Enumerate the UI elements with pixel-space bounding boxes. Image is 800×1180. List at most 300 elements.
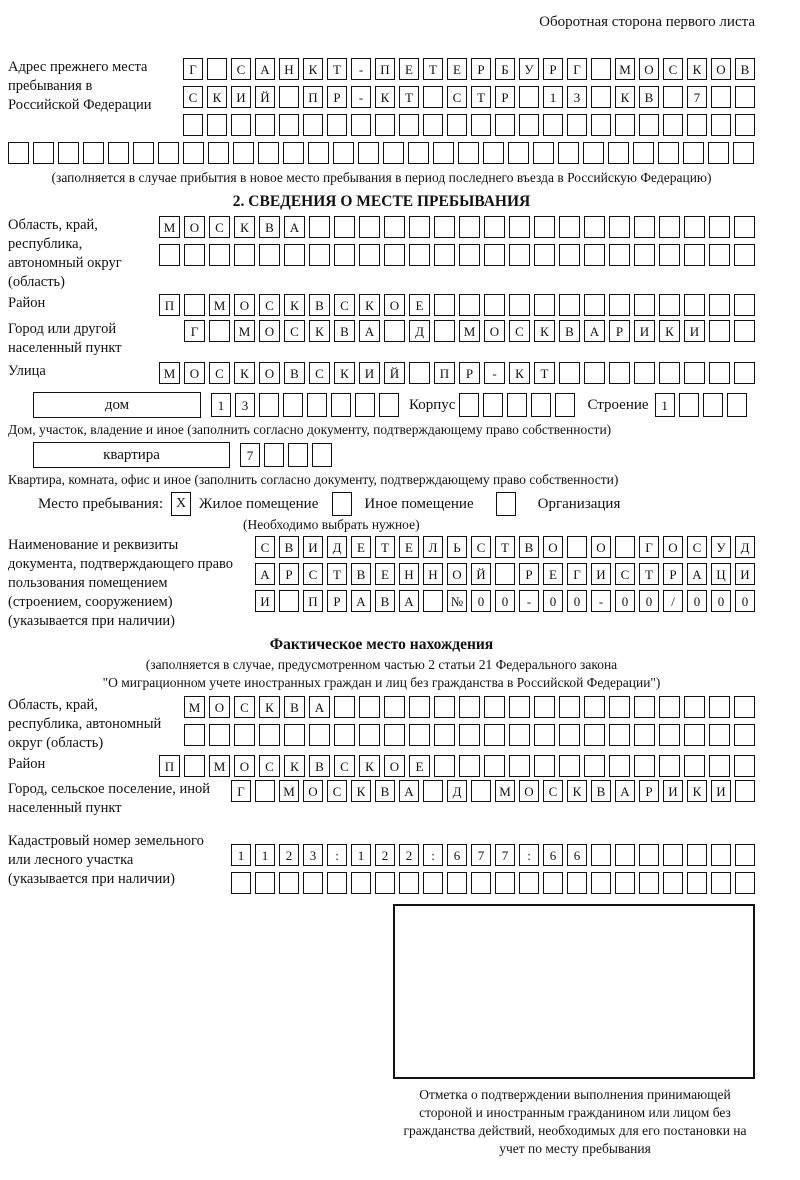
grid-cell [384, 244, 405, 266]
grid-cell: Р [543, 58, 563, 80]
grid-cell: В [279, 536, 299, 558]
grid-cell [279, 590, 299, 612]
grid-cell: М [279, 780, 299, 802]
grid-cell: К [334, 362, 355, 384]
grid-cell [359, 724, 380, 746]
grid-cell: 7 [495, 844, 515, 866]
grid-cell [583, 142, 604, 164]
grid-cell [495, 872, 515, 894]
grid-cell [8, 142, 29, 164]
grid-cell [484, 294, 505, 316]
grid-cell: А [359, 320, 380, 342]
grid-cell [591, 844, 611, 866]
grid-cell [659, 724, 680, 746]
grid-cell: : [423, 844, 443, 866]
grid-cell [234, 724, 255, 746]
grid-cell [663, 872, 683, 894]
document-block [8, 536, 755, 631]
grid-cell [133, 142, 154, 164]
grid-cell: Р [327, 86, 347, 108]
grid-cell: Р [609, 320, 630, 342]
grid-cell [423, 590, 443, 612]
grid-cell [279, 86, 299, 108]
grid-cell [434, 755, 455, 777]
grid-cell [735, 872, 755, 894]
grid-cell: : [327, 844, 347, 866]
grid-cell: М [209, 294, 230, 316]
district-label: Район [8, 295, 46, 311]
grid-cell: 0 [711, 590, 731, 612]
grid-cell: 7 [687, 86, 707, 108]
grid-cell [303, 114, 323, 136]
grid-cell: В [591, 780, 611, 802]
grid-cell [615, 536, 635, 558]
korpus-label: Корпус [409, 397, 456, 413]
grid-cell [284, 724, 305, 746]
grid-cell: - [519, 590, 539, 612]
grid-cell: Н [423, 563, 443, 585]
grid-cell [634, 362, 655, 384]
grid-cell [184, 724, 205, 746]
grid-cell: И [255, 590, 275, 612]
grid-cell: К [284, 294, 305, 316]
grid-cell: 3 [235, 393, 255, 417]
grid-cell: С [615, 563, 635, 585]
grid-cell [659, 696, 680, 718]
grid-cell [334, 216, 355, 238]
grid-cell: О [259, 362, 280, 384]
prev-address-row-4 [8, 142, 755, 164]
grid-cell: С [234, 696, 255, 718]
grid-cell: К [534, 320, 555, 342]
grid-cell: - [351, 86, 371, 108]
grid-cell [687, 844, 707, 866]
grid-cell: - [484, 362, 505, 384]
grid-cell: В [309, 294, 330, 316]
grid-cell: 0 [567, 590, 587, 612]
grid-cell: Д [735, 536, 755, 558]
stay-type-checkbox-organization [496, 492, 516, 516]
grid-cell: М [615, 58, 635, 80]
grid-cell [559, 294, 580, 316]
grid-cell [495, 114, 515, 136]
grid-cell [559, 696, 580, 718]
grid-cell: В [284, 362, 305, 384]
grid-cell [83, 142, 104, 164]
grid-cell: П [375, 58, 395, 80]
grid-cell [327, 872, 347, 894]
grid-cell [709, 294, 730, 316]
grid-cell [209, 320, 230, 342]
grid-cell [663, 114, 683, 136]
actual-city-block [8, 780, 755, 818]
grid-cell: О [234, 294, 255, 316]
grid-cell [279, 872, 299, 894]
grid-cell [255, 114, 275, 136]
grid-cell [334, 696, 355, 718]
grid-cell: Е [375, 563, 395, 585]
grid-cell: С [259, 755, 280, 777]
grid-cell [259, 393, 279, 417]
grid-cell [355, 393, 375, 417]
grid-cell [399, 114, 419, 136]
grid-cell: В [284, 696, 305, 718]
grid-cell [423, 872, 443, 894]
actual-district-block [8, 755, 755, 777]
grid-cell: № [447, 590, 467, 612]
grid-cell [484, 244, 505, 266]
house-box: дом [33, 392, 201, 418]
grid-cell [709, 724, 730, 746]
grid-cell [409, 362, 430, 384]
grid-cell [609, 696, 630, 718]
grid-cell: С [309, 362, 330, 384]
grid-cell [471, 780, 491, 802]
grid-cell [459, 244, 480, 266]
grid-cell [634, 755, 655, 777]
grid-cell [634, 216, 655, 238]
grid-cell [434, 216, 455, 238]
grid-cell [434, 320, 455, 342]
corner-note: Оборотная сторона первого листа [539, 14, 755, 30]
grid-cell: К [234, 362, 255, 384]
grid-cell: 6 [543, 844, 563, 866]
cadastral-row-1 [231, 844, 755, 866]
document-row-3 [255, 590, 755, 612]
grid-cell [259, 724, 280, 746]
grid-cell [434, 696, 455, 718]
grid-cell [711, 86, 731, 108]
grid-cell: О [384, 755, 405, 777]
city-label: Город или другой населенный пункт [8, 321, 122, 356]
grid-cell: С [284, 320, 305, 342]
grid-cell: В [375, 590, 395, 612]
prev-address-row-1 [183, 58, 755, 80]
grid-cell [459, 216, 480, 238]
grid-cell: А [255, 563, 275, 585]
grid-cell [559, 216, 580, 238]
grid-cell [639, 114, 659, 136]
grid-cell: Й [384, 362, 405, 384]
grid-cell [379, 393, 399, 417]
grid-cell [423, 86, 443, 108]
grid-cell: Р [519, 563, 539, 585]
grid-cell: Г [183, 58, 203, 80]
confirmation-box [393, 904, 755, 1079]
grid-cell: П [303, 86, 323, 108]
grid-cell [264, 443, 284, 467]
grid-cell [609, 244, 630, 266]
grid-cell: О [447, 563, 467, 585]
grid-cell [359, 216, 380, 238]
grid-cell [423, 780, 443, 802]
grid-cell [534, 724, 555, 746]
grid-cell [458, 142, 479, 164]
grid-cell: 7 [240, 443, 260, 467]
grid-cell: Б [495, 58, 515, 80]
grid-cell [658, 142, 679, 164]
grid-cell [609, 724, 630, 746]
grid-cell [687, 872, 707, 894]
grid-cell: О [184, 362, 205, 384]
grid-cell [375, 872, 395, 894]
grid-cell [33, 142, 54, 164]
grid-cell: А [399, 780, 419, 802]
grid-cell [231, 114, 251, 136]
grid-cell: В [639, 86, 659, 108]
grid-cell: Г [567, 58, 587, 80]
grid-cell [679, 393, 699, 417]
grid-cell: А [584, 320, 605, 342]
stay-type-note: (Необходимо выбрать нужное) [243, 517, 420, 532]
stay-type-option-residential: Жилое помещение [199, 495, 319, 512]
grid-cell [351, 872, 371, 894]
grid-cell [734, 294, 755, 316]
grid-cell: Н [399, 563, 419, 585]
grid-cell: В [309, 755, 330, 777]
grid-cell [279, 114, 299, 136]
grid-cell [283, 393, 303, 417]
grid-cell: Л [423, 536, 443, 558]
grid-cell: И [711, 780, 731, 802]
grid-cell [684, 724, 705, 746]
grid-cell: И [591, 563, 611, 585]
grid-cell: О [543, 536, 563, 558]
grid-cell [684, 755, 705, 777]
prev-address-note: (заполняется в случае прибытия в новое место пребывания в период последнего въезда в Российскую Федерацию) [51, 170, 712, 185]
grid-cell [609, 294, 630, 316]
grid-cell [735, 114, 755, 136]
grid-cell: 7 [471, 844, 491, 866]
grid-cell [509, 755, 530, 777]
grid-cell: О [234, 755, 255, 777]
grid-cell: И [231, 86, 251, 108]
region-block [8, 216, 755, 292]
grid-cell: Ь [447, 536, 467, 558]
grid-cell [727, 393, 747, 417]
grid-cell [359, 244, 380, 266]
grid-cell: 0 [735, 590, 755, 612]
grid-cell: 1 [351, 844, 371, 866]
grid-cell [484, 755, 505, 777]
region-row-2 [159, 244, 755, 266]
grid-cell [509, 294, 530, 316]
grid-cell [209, 724, 230, 746]
grid-cell [684, 244, 705, 266]
grid-cell: Й [255, 86, 275, 108]
grid-cell: Т [471, 86, 491, 108]
grid-cell [159, 244, 180, 266]
grid-cell [734, 696, 755, 718]
grid-cell: Е [409, 294, 430, 316]
grid-cell: 0 [687, 590, 707, 612]
grid-cell [734, 320, 755, 342]
grid-cell: Р [459, 362, 480, 384]
grid-cell: 2 [279, 844, 299, 866]
grid-cell [559, 244, 580, 266]
grid-cell: А [255, 58, 275, 80]
grid-cell [309, 244, 330, 266]
grid-cell: И [634, 320, 655, 342]
street-row [159, 362, 755, 384]
grid-cell [534, 244, 555, 266]
actual-region-block [8, 696, 755, 753]
grid-cell [609, 216, 630, 238]
grid-cell [684, 696, 705, 718]
grid-cell: О [184, 216, 205, 238]
grid-cell: К [659, 320, 680, 342]
grid-cell: Е [543, 563, 563, 585]
grid-cell [384, 320, 405, 342]
grid-cell: Й [471, 563, 491, 585]
stay-type-option-organization: Организация [537, 495, 621, 512]
grid-cell: С [327, 780, 347, 802]
grid-cell [634, 724, 655, 746]
actual-city-label: Город, сельское поселение, иной населенный пункт [8, 781, 211, 816]
grid-cell: Р [471, 58, 491, 80]
grid-cell [484, 696, 505, 718]
grid-cell: Г [639, 536, 659, 558]
grid-cell [184, 294, 205, 316]
grid-cell: У [711, 536, 731, 558]
grid-cell: П [434, 362, 455, 384]
grid-cell [559, 362, 580, 384]
grid-cell: В [334, 320, 355, 342]
grid-cell [471, 114, 491, 136]
grid-cell [567, 114, 587, 136]
grid-cell: Е [447, 58, 467, 80]
grid-cell [735, 86, 755, 108]
grid-cell: И [303, 536, 323, 558]
grid-cell [735, 780, 755, 802]
grid-cell: 1 [543, 86, 563, 108]
document-label: Наименование и реквизиты документа, подтверждающего право пользования помещением (строением, сооружением) (указывается при наличии) [8, 537, 234, 629]
grid-cell [375, 114, 395, 136]
grid-cell: В [559, 320, 580, 342]
grid-cell: К [351, 780, 371, 802]
grid-cell [615, 872, 635, 894]
grid-cell [434, 724, 455, 746]
grid-cell: Т [399, 86, 419, 108]
grid-cell [709, 320, 730, 342]
grid-cell [433, 142, 454, 164]
grid-cell [207, 58, 227, 80]
grid-cell [543, 872, 563, 894]
grid-cell [659, 362, 680, 384]
grid-cell [519, 86, 539, 108]
grid-cell [183, 142, 204, 164]
actual-city-row [231, 780, 755, 802]
stroenie-label: Строение [587, 397, 649, 413]
grid-cell: И [359, 362, 380, 384]
house-row [33, 392, 755, 418]
grid-cell [735, 844, 755, 866]
grid-cell [495, 563, 515, 585]
grid-cell: 0 [615, 590, 635, 612]
actual-region-row-1 [184, 696, 755, 718]
grid-cell: Т [639, 563, 659, 585]
grid-cell: С [209, 362, 230, 384]
grid-cell: Т [495, 536, 515, 558]
grid-cell: С [509, 320, 530, 342]
grid-cell [639, 872, 659, 894]
grid-cell [459, 393, 479, 417]
grid-cell: С [334, 755, 355, 777]
grid-cell [288, 443, 308, 467]
actual-location-title: Фактическое место нахождения [269, 636, 494, 653]
grid-cell: М [234, 320, 255, 342]
grid-cell: С [231, 58, 251, 80]
grid-cell: 1 [255, 844, 275, 866]
grid-cell [231, 872, 251, 894]
grid-cell [555, 393, 575, 417]
grid-cell: Р [495, 86, 515, 108]
region-grids [159, 216, 755, 266]
grid-cell: К [687, 780, 707, 802]
grid-cell: О [303, 780, 323, 802]
grid-cell [334, 244, 355, 266]
grid-cell [534, 216, 555, 238]
grid-cell [258, 142, 279, 164]
prev-address-grids [183, 58, 755, 136]
grid-cell [533, 142, 554, 164]
actual-location-note-2: "О миграционном учете иностранных граждан и лиц без гражданства в Российской Федерации") [102, 675, 661, 690]
grid-cell: С [687, 536, 707, 558]
street-label: Улица [8, 363, 46, 379]
grid-cell [531, 393, 551, 417]
grid-cell [615, 114, 635, 136]
grid-cell: О [484, 320, 505, 342]
grid-cell [734, 724, 755, 746]
grid-cell: 3 [303, 844, 323, 866]
grid-cell [303, 872, 323, 894]
grid-cell [308, 142, 329, 164]
grid-cell [158, 142, 179, 164]
grid-cell [309, 216, 330, 238]
actual-region-row-2 [184, 724, 755, 746]
region-label: Область, край, республика, автономный округ (область) [8, 217, 122, 290]
stroenie-cells [655, 393, 747, 417]
grid-cell: Е [399, 536, 419, 558]
grid-cell: В [735, 58, 755, 80]
grid-cell [331, 393, 351, 417]
document-row-1 [255, 536, 755, 558]
grid-cell: С [543, 780, 563, 802]
grid-cell [358, 142, 379, 164]
grid-cell [633, 142, 654, 164]
grid-cell: О [519, 780, 539, 802]
grid-cell [283, 142, 304, 164]
grid-cell [259, 244, 280, 266]
grid-cell: П [303, 590, 323, 612]
grid-cell: Ц [711, 563, 731, 585]
grid-cell [327, 114, 347, 136]
grid-cell [609, 755, 630, 777]
grid-cell: 0 [639, 590, 659, 612]
grid-cell [233, 142, 254, 164]
stay-type-row [38, 492, 755, 516]
grid-cell [408, 142, 429, 164]
grid-cell: С [447, 86, 467, 108]
grid-cell: Г [184, 320, 205, 342]
actual-district-label: Район [8, 756, 46, 772]
grid-cell [534, 755, 555, 777]
grid-cell: Т [327, 58, 347, 80]
prev-address-block [8, 58, 755, 136]
grid-cell: К [309, 320, 330, 342]
grid-cell: П [159, 755, 180, 777]
grid-cell: - [591, 590, 611, 612]
